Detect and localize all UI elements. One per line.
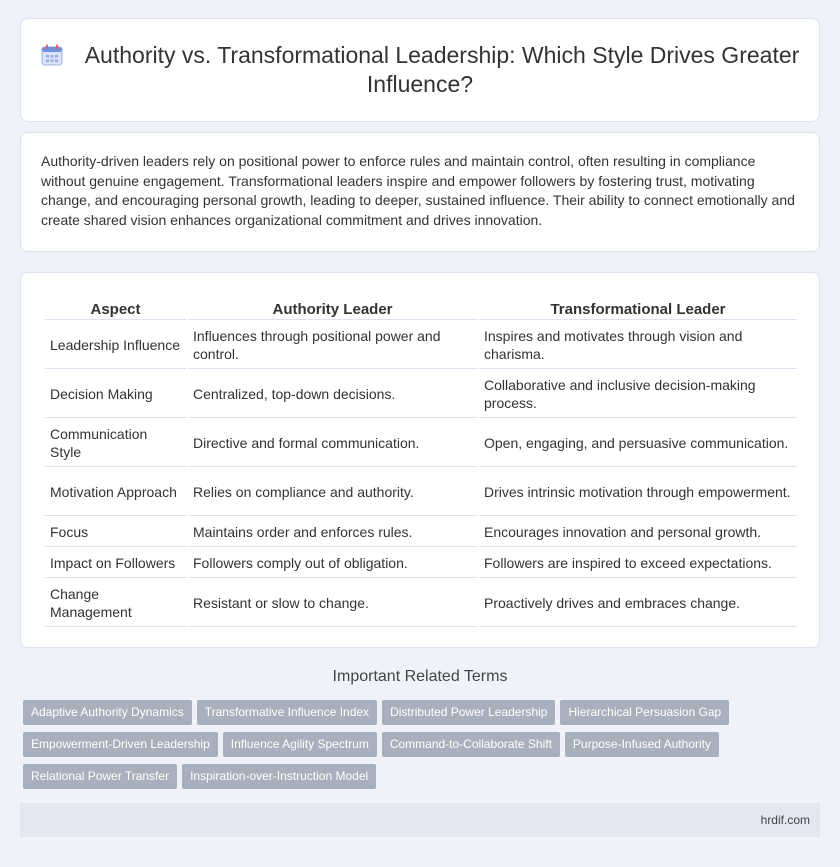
- row-aspect: Impact on Followers: [45, 549, 186, 578]
- row-authority: Maintains order and enforces rules.: [188, 518, 477, 547]
- summary-text: Authority-driven leaders rely on positional power to enforce rules and maintain control, often resulting in compliance without genuine engagement. Transformational leaders inspire and empower followers by fostering trust, motivating change, and encouraging personal growth, leading to deeper, sustained influence. Their ability to connect emotionally and create shared vision enhances organizational commitment and drives innovation.: [41, 153, 795, 228]
- header-transformational-leader: Transformational Leader: [479, 298, 797, 320]
- tag-link[interactable]: Purpose-Infused Authority: [565, 732, 719, 757]
- table-row: [45, 420, 797, 467]
- row-transformational: Open, engaging, and persuasive communication.: [479, 420, 797, 467]
- comparison-card: [20, 272, 820, 648]
- row-authority: Resistant or slow to change.: [188, 580, 477, 627]
- header-aspect: Aspect: [45, 298, 186, 320]
- tag-link[interactable]: Distributed Power Leadership: [382, 700, 555, 725]
- row-authority: Centralized, top-down decisions.: [188, 371, 477, 418]
- table-row: [45, 518, 797, 547]
- page-title: Authority vs. Transformational Leadership: Which Style Drives Greater Influence?: [84, 42, 800, 97]
- tag-link[interactable]: Adaptive Authority Dynamics: [23, 700, 192, 725]
- row-authority: Directive and formal communication.: [188, 420, 477, 467]
- table-row: [45, 580, 797, 627]
- row-aspect: Decision Making: [45, 371, 186, 418]
- row-transformational: Proactively drives and embraces change.: [479, 580, 797, 627]
- tag-link[interactable]: Command-to-Collaborate Shift: [382, 732, 560, 757]
- footer-site-link[interactable]: hrdif.com: [760, 813, 810, 827]
- table-row: [45, 549, 797, 578]
- row-transformational: Followers are inspired to exceed expectations.: [479, 549, 797, 578]
- row-transformational: Inspires and motivates through vision and charisma.: [479, 322, 797, 369]
- related-terms-title: Important Related Terms: [332, 668, 508, 685]
- table-row: [45, 322, 797, 369]
- tag-link[interactable]: Inspiration-over-Instruction Model: [182, 764, 376, 789]
- row-aspect: Motivation Approach: [45, 469, 186, 516]
- comparison-table: [43, 296, 799, 629]
- tag-link[interactable]: Relational Power Transfer: [23, 764, 177, 789]
- row-authority: Influences through positional power and control.: [188, 322, 477, 369]
- table-row: [45, 371, 797, 418]
- row-transformational: Drives intrinsic motivation through empowerment.: [479, 469, 797, 516]
- row-transformational: Collaborative and inclusive decision-making process.: [479, 371, 797, 418]
- header-authority-leader: Authority Leader: [188, 298, 477, 320]
- tag-link[interactable]: Transformative Influence Index: [197, 700, 377, 725]
- tag-link[interactable]: Influence Agility Spectrum: [223, 732, 377, 757]
- table-row: [45, 469, 797, 516]
- title-card: [20, 18, 820, 122]
- row-authority: Relies on compliance and authority.: [188, 469, 477, 516]
- row-authority: Followers comply out of obligation.: [188, 549, 477, 578]
- row-aspect: Communication Style: [45, 420, 186, 467]
- table-header-row: [45, 298, 797, 320]
- calendar-icon: [41, 44, 63, 66]
- tag-link[interactable]: Empowerment-Driven Leadership: [23, 732, 218, 757]
- row-transformational: Encourages innovation and personal growth.: [479, 518, 797, 547]
- footer: [20, 803, 820, 837]
- tag-link[interactable]: Hierarchical Persuasion Gap: [560, 700, 729, 725]
- row-aspect: Focus: [45, 518, 186, 547]
- row-aspect: Change Management: [45, 580, 186, 627]
- summary-card: [20, 132, 820, 252]
- row-aspect: Leadership Influence: [45, 322, 186, 369]
- related-terms-list: [23, 700, 783, 796]
- page-title-wrap: [21, 41, 819, 99]
